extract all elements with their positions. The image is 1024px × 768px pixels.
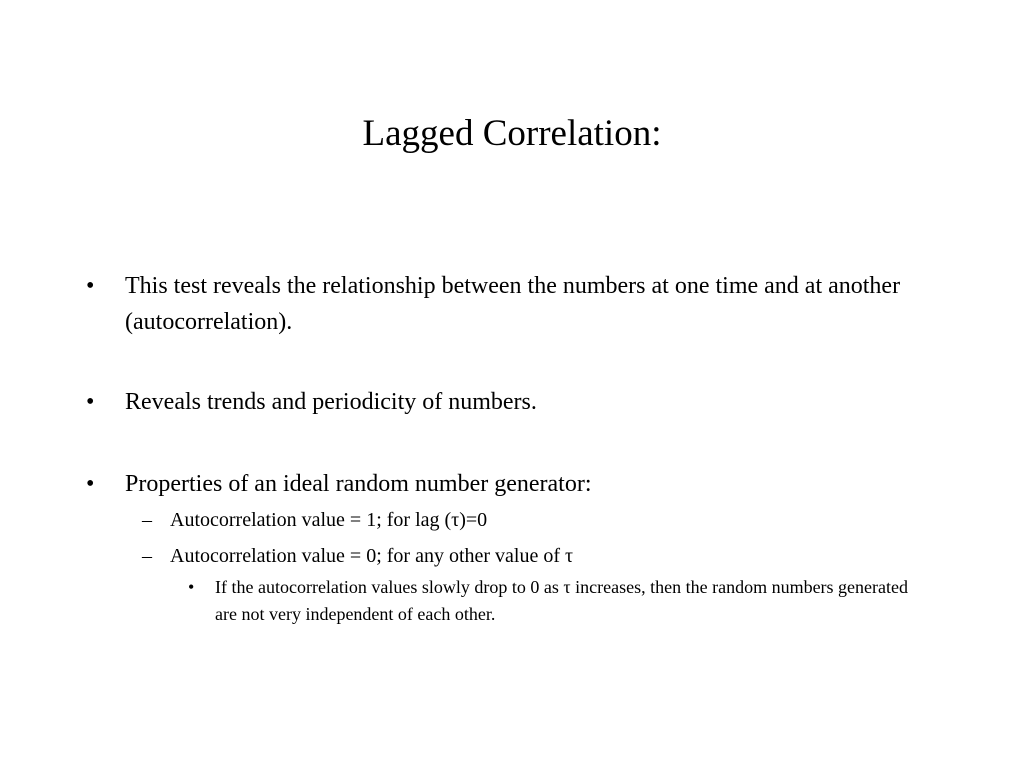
sub-sub-bullet-text: If the autocorrelation values slowly drop to 0 as τ increases, then the random numbers generated are not very independent of each other. [215, 577, 909, 624]
spacer [0, 420, 1024, 466]
slide-body [0, 268, 1024, 628]
sub-bullet-item [0, 502, 1024, 538]
bullet-marker: • [86, 471, 95, 497]
dash-marker: – [142, 509, 152, 531]
bullet-text: Reveals trends and periodicity of numbers. [125, 389, 537, 415]
bullet-item [0, 268, 1024, 340]
bullet-item [0, 466, 1024, 502]
bullet-item [0, 384, 1024, 420]
sub-sub-bullet-item [0, 574, 1024, 628]
sub-bullet-text: Autocorrelation value = 0; for any other value of τ [170, 545, 574, 567]
bullet-marker: • [86, 389, 95, 415]
bullet-text: Properties of an ideal random number generator: [125, 471, 592, 497]
bullet-marker: • [188, 577, 195, 597]
slide-title: Lagged Correlation: [362, 113, 662, 154]
spacer [0, 340, 1024, 384]
sub-bullet-item [0, 538, 1024, 574]
sub-bullet-text: Autocorrelation value = 1; for lag (τ)=0 [170, 509, 488, 531]
bullet-text: This test reveals the relationship between the numbers at one time and at another (autocorrelation). [125, 273, 901, 335]
dash-marker: – [142, 545, 152, 567]
bullet-marker: • [86, 273, 95, 299]
